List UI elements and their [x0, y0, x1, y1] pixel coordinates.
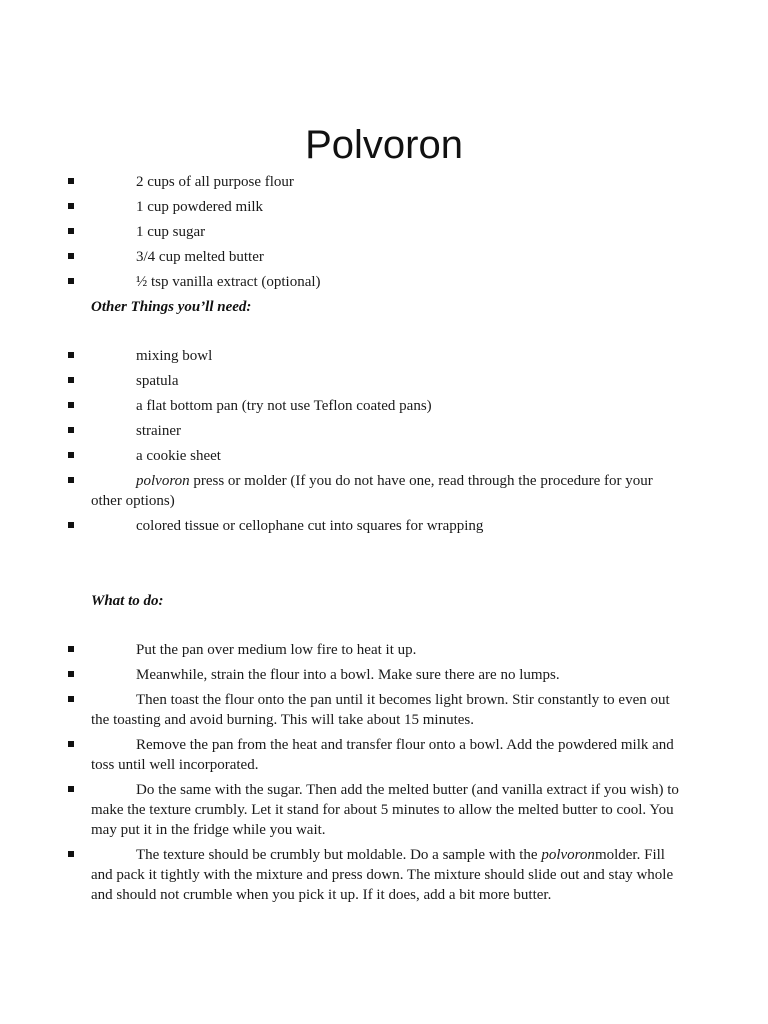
list-item	[0, 845, 768, 905]
list-item: Then toast the flour onto the pan until it becomes light brown. Stir constantly to even out the toasting and avoid burning. This will take about 15 minutes.	[0, 690, 768, 730]
polvoron-item-rest: press or molder (If you do not have one, read through the procedure for your other options)	[91, 473, 653, 509]
bullet-icon	[68, 377, 74, 383]
bullet-icon	[68, 228, 74, 234]
polvoron-italic: polvoron	[541, 847, 595, 863]
ingredients-list	[0, 172, 768, 297]
list-item: Remove the pan from the heat and transfer flour onto a bowl. Add the powdered milk and toss until well incorporated.	[0, 735, 768, 775]
bullet-icon	[68, 452, 74, 458]
list-item: mixing bowl	[0, 346, 768, 366]
list-item: ½ tsp vanilla extract (optional)	[0, 272, 768, 292]
bullet-icon	[68, 851, 74, 857]
bullet-icon	[68, 253, 74, 259]
list-item: Meanwhile, strain the flour into a bowl. Make sure there are no lumps.	[0, 665, 768, 685]
bullet-icon	[68, 671, 74, 677]
bullet-icon	[68, 786, 74, 792]
bullet-icon	[68, 352, 74, 358]
list-item: 1 cup sugar	[0, 222, 768, 242]
list-item: Put the pan over medium low fire to heat it up.	[0, 640, 768, 660]
bullet-icon	[68, 402, 74, 408]
bullet-icon	[68, 741, 74, 747]
list-item: strainer	[0, 421, 768, 441]
other-things-heading: Other Things you’ll need:	[91, 299, 252, 315]
bullet-icon	[68, 278, 74, 284]
bullet-icon	[68, 203, 74, 209]
bullet-icon	[68, 178, 74, 184]
last-step-after: molder. Fill and pack it tightly with the mixture and press down. The mixture should slide out and stay whole and should not crumble when you pick it up. If it does, add a bit more butter.	[91, 847, 674, 903]
list-item: spatula	[0, 371, 768, 391]
last-step-before: The texture should be crumbly but moldable. Do a sample with the	[136, 847, 542, 863]
list-item: colored tissue or cellophane cut into squares for wrapping	[0, 516, 768, 536]
bullet-icon	[68, 646, 74, 652]
list-item: 1 cup powdered milk	[0, 197, 768, 217]
what-to-do-heading: What to do:	[91, 593, 164, 609]
polvoron-italic: polvoron	[136, 473, 190, 489]
list-item: 3/4 cup melted butter	[0, 247, 768, 267]
list-item: 2 cups of all purpose flour	[0, 172, 768, 192]
bullet-icon	[68, 477, 74, 483]
list-item	[0, 471, 768, 511]
list-item: a flat bottom pan (try not use Teflon coated pans)	[0, 396, 768, 416]
bullet-icon	[68, 427, 74, 433]
equipment-list	[0, 346, 768, 536]
list-item: Do the same with the sugar. Then add the melted butter (and vanilla extract if you wish) to make the texture crumbly. Let it stand for about 5 minutes to allow the melted butter to cool. You may put it in the fridge while you wait.	[0, 780, 768, 840]
bullet-icon	[68, 522, 74, 528]
bullet-icon	[68, 696, 74, 702]
page-title: Polvoron	[305, 122, 463, 167]
list-item: a cookie sheet	[0, 446, 768, 466]
steps-list	[0, 640, 768, 905]
